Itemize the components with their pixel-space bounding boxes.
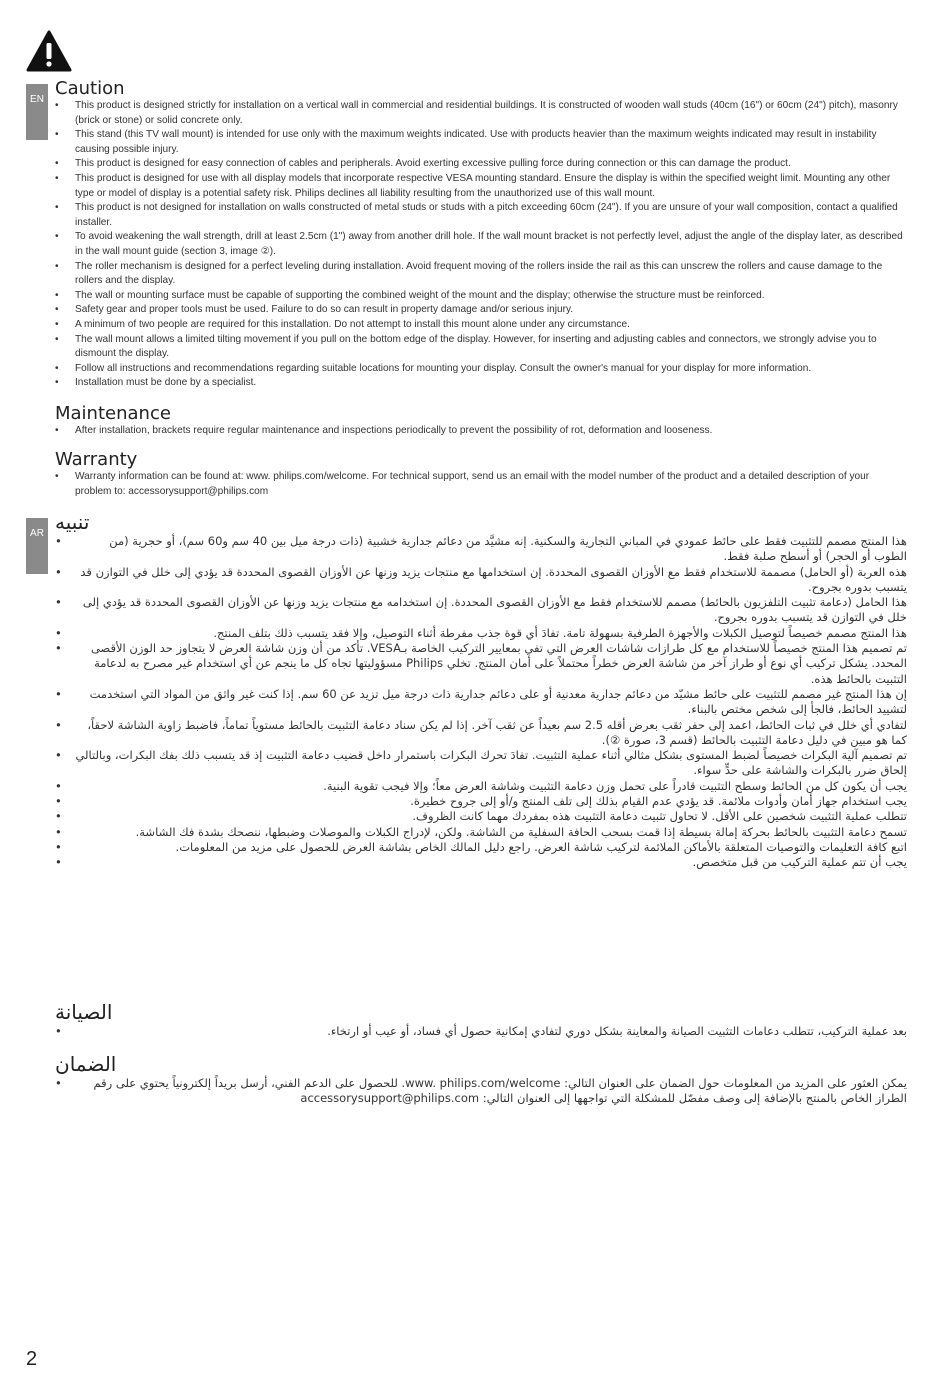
en-maintenance-title: Maintenance <box>55 403 171 424</box>
ar-warranty-title: الضمان <box>55 1052 117 1076</box>
list-item: • يمكن العثور على المزيد من المعلومات حول الضمان على العنوان التالي: www. philips.com/welcome. للحصول على الدعم الفني، أرسل بريداً إلكترونياً يحتوي على رقم الطراز الخاص بالمنتج بالإضافة إلى وصف مفصّل للمشكلة التي تواجهها إلى العنوان التالي: accessorysupport@philips.com <box>55 1076 907 1107</box>
list-item: • يجب أن تتم عملية التركيب من قبل متخصص. <box>55 855 907 870</box>
list-item: • هذا المنتج مصمم للتثبيت فقط على حائط عمودي في المباني التجارية والسكنية. إنه مشيَّد من دعائم جدارية خشبية (ذات درجة ميل بين 40 سم و60 سم)، أو حجرية (من الطوب أو الحجر) أو أسطح صلبة فقط. <box>55 534 907 565</box>
list-item: • إن هذا المنتج غير مصمم للتثبيت على حائط مشيّد من دعائم جدارية معدنية أو على دعائم جدارية ذات درجة ميل تزيد عن 60 سم. إذا كنت غير واثق من المواد التي استخدمت لتشييد الحائط، فالجأ إلى شخص مختص بالبناء. <box>55 687 907 718</box>
ar-maintenance-list <box>55 1024 907 1039</box>
en-warranty-title: Warranty <box>55 449 138 470</box>
lang-tab-en: EN <box>26 84 48 140</box>
list-item: • This product is designed for easy connection of cables and peripherals. Avoid exerting excessive pulling force during connection or this can damage the product. <box>55 157 907 172</box>
list-item: • تتطلب عملية التثبيت شخصين على الأقل. لا تحاول تثبيت دعامة التثبيت هذه بمفردك مهما كانت الظروف. <box>55 809 907 824</box>
en-warranty-list <box>55 470 907 499</box>
list-item: • يجب أن يكون كل من الحائط وسطح التثبيت قادراً على تحمل وزن دعامة التثبيت وشاشة العرض معاً؛ وإلا فيجب تقوية البنية. <box>55 779 907 794</box>
list-item: • A minimum of two people are required for this installation. Do not attempt to install this mount alone under any circumstance. <box>55 318 907 333</box>
en-maintenance-list <box>55 424 907 439</box>
list-item: • Warranty information can be found at: www. philips.com/welcome. For technical support, send us an email with the model number of the product and a detailed description of your problem to: accessorysupport@philips.com <box>55 470 907 499</box>
list-item: • This product is designed strictly for installation on a vertical wall in commercial and residential buildings. It is constructed of wooden wall studs (40cm (16") or 60cm (24") pitch), masonry (brick or stone) or solid concrete only. <box>55 99 907 128</box>
list-item: • Safety gear and proper tools must be used. Failure to do so can result in property damage and/or serious injury. <box>55 303 907 318</box>
list-item: • The roller mechanism is designed for a perfect leveling during installation. Avoid frequent moving of the rollers inside the rail as this can unscrew the rollers and cause damage to the rollers and the display. <box>55 260 907 289</box>
list-item: • This product is designed for use with all display models that incorporate respective VESA mounting standard. Ensure the display is within the specified weight limit. Mounting any other type or model of display is a potential safety risk. Philips declines all liability resulting from the unauthorized use of this wall mount. <box>55 172 907 201</box>
list-item: • يجب استخدام جهاز أمان وأدوات ملائمة. قد يؤدي عدم القيام بذلك إلى تلف المنتج و/أو إلى جروح خطيرة. <box>55 794 907 809</box>
page-number: 2 <box>26 1348 38 1370</box>
list-item: • After installation, brackets require regular maintenance and inspections periodically to prevent the possibility of rot, deformation and looseness. <box>55 424 907 439</box>
en-caution-title: Caution <box>55 78 125 99</box>
ar-maintenance-section <box>55 1000 907 1039</box>
list-item: • Installation must be done by a specialist. <box>55 376 907 391</box>
en-maintenance-section <box>55 404 907 439</box>
en-caution-list <box>55 99 907 391</box>
list-item: • تسمح دعامة التثبيت بالحائط بحركة إمالة بسيطة إذا قمت بسحب الحافة السفلية من الشاشة. ولكن، لإدراج الكبلات والموصلات وضبطها، ننصحك بشدة فك الشاشة. <box>55 825 907 840</box>
list-item: • هذا الحامل (دعامة تثبيت التلفزيون بالحائط) مصمم للاستخدام فقط مع الأوزان القصوى المحددة. إن استخدامه مع منتجات يزيد وزنها عن الأوزان القصوى المحددة قد يؤدي إلى خلل في التوازن قد يتسبب بدوره بجروح. <box>55 595 907 626</box>
list-item: • This product is not designed for installation on walls constructed of metal studs or studs with a pitch exceeding 60cm (24"). If you are unsure of your wall composition, contact a qualified installer. <box>55 201 907 230</box>
list-item: • The wall mount allows a limited tilting movement if you pull on the bottom edge of the display. However, for inserting and adjusting cables and connectors, we strongly advise you to dismount the display. <box>55 333 907 362</box>
list-item: • هذا المنتج مصمم خصيصاً لتوصيل الكبلات والأجهزة الطرفية بسهولة تامة. تفادَ أي قوة جذب مفرطة أثناء التوصيل، وإلا فقد يتسبب ذلك بتلف المنتج. <box>55 626 907 641</box>
warning-icon <box>26 30 72 72</box>
list-item: • لتفادي أي خلل في ثبات الحائط، اعمد إلى حفر ثقب بعرض أقله 2.5 سم بعيداً عن ثقب آخر. إذا لم يكن سناد دعامة التثبيت بالحائط مستوياً تماماً، فاضبط زاوية الشاشة لاحقاً، كما هو مبين في دليل دعامة التثبيت بالحائط (قسم 3، صورة ②). <box>55 718 907 749</box>
list-item: • بعد عملية التركيب، تتطلب دعامات التثبيت الصيانة والمعاينة بشكل دوري لتفادي إمكانية حصول أي فساد، أو عيب أو ارتخاء. <box>55 1024 907 1039</box>
list-item: • This stand (this TV wall mount) is intended for use only with the maximum weights indicated. Use with products heavier than the maximum weights indicated may result in instability causing possible injury. <box>55 128 907 157</box>
ar-maintenance-title: الصيانة <box>55 1000 113 1024</box>
list-item: • To avoid weakening the wall strength, drill at least 2.5cm (1") away from another drill hole. If the wall mount bracket is not perfectly level, adjust the angle of the display later, as described in the wall mount guide (section 3, image ②). <box>55 230 907 259</box>
ar-caution-section <box>55 510 907 871</box>
list-item: • تم تصميم هذا المنتج خصيصاً للاستخدام مع كل طرازات شاشات العرض التي تفي بمعايير التركيب الخاصة بـVESA. تأكد من أن وزن شاشة العرض لا يتجاوز حد الوزن الأقصى المحدد. يشكل تركيب أي نوع أو طراز آخر من شاشة العرض خطراً محتملاً على أمان المنتج. تخلي Philips مسؤوليتها تجاه كل ما ينجم عن أي استخدام غير مصرح به لدعامة التثبيت بالحائط هذه. <box>55 641 907 687</box>
list-item: • هذه العربة (أو الحامل) مصممة للاستخدام فقط مع الأوزان القصوى المحددة. إن استخدامها مع منتجات يزيد وزنها عن الأوزان القصوى المحددة قد يؤدي إلى خلل في التوازن قد يتسبب بدوره بجروح. <box>55 565 907 596</box>
ar-warranty-section <box>55 1052 907 1107</box>
ar-caution-title: تنبيه <box>55 510 90 534</box>
list-item: • اتبع كافة التعليمات والتوصيات المتعلقة بالأماكن الملائمة لتركيب شاشة العرض. راجع دليل المالك الخاص بشاشة العرض للحصول على مزيد من المعلومات. <box>55 840 907 855</box>
ar-caution-list <box>55 534 907 871</box>
ar-warranty-list <box>55 1076 907 1107</box>
lang-tab-ar: AR <box>26 518 48 574</box>
en-warranty-section <box>55 450 907 499</box>
list-item: • تم تصميم آلية البكرات خصيصاً لضبط المستوى بشكل مثالي أثناء عملية التثبيت. تفادَ تحرك البكرات باستمرار داخل قضيب دعامة التثبيت إذ قد يتسبب ذلك بفك البكرات، وبالتالي إلحاق ضرر بالبكرات والشاشة على حدٍّ سواء. <box>55 748 907 779</box>
list-item: • Follow all instructions and recommendations regarding suitable locations for mounting your display. Consult the owner's manual for your display for more information. <box>55 362 907 377</box>
list-item: • The wall or mounting surface must be capable of supporting the combined weight of the mount and the display; otherwise the structure must be reinforced. <box>55 289 907 304</box>
en-caution-section <box>55 79 907 391</box>
